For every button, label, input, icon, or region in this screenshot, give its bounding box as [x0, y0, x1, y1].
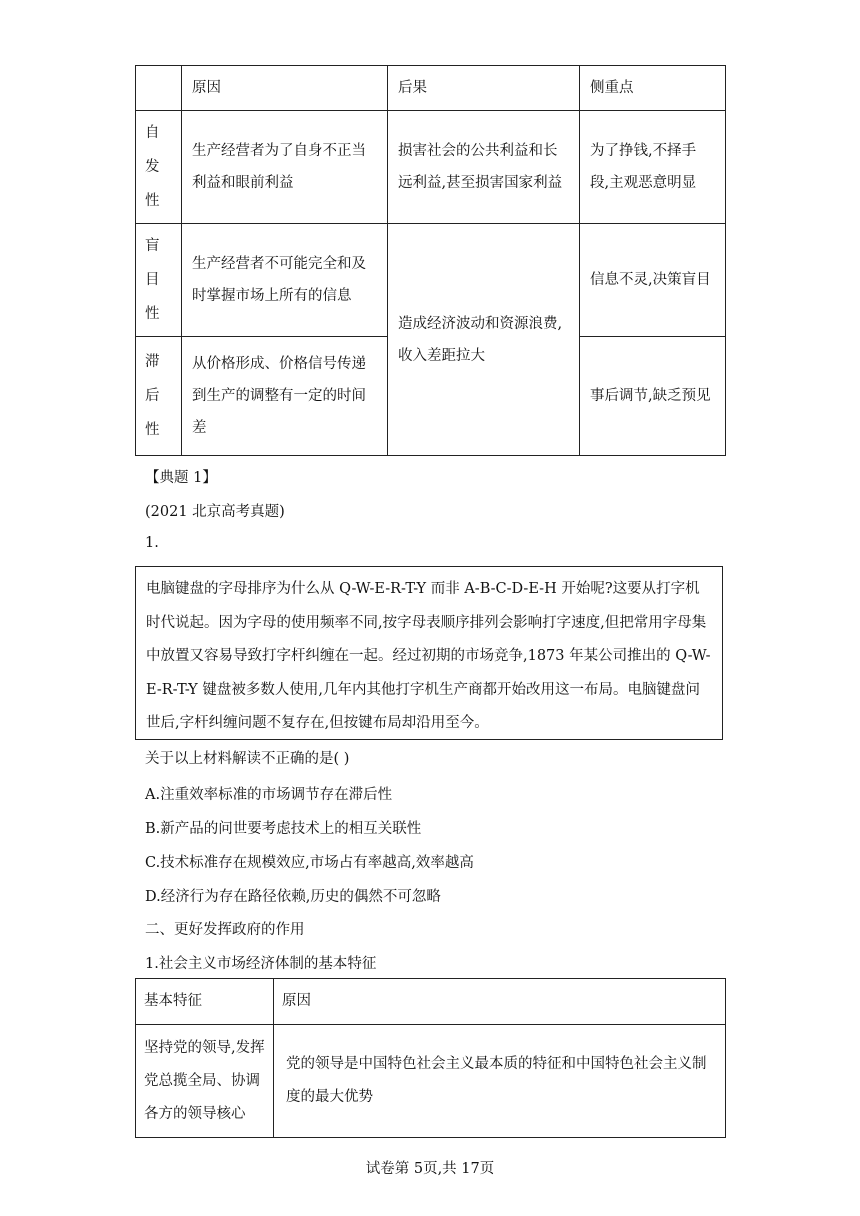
option-b: B.新产品的问世要考虑技术上的相互关联性	[145, 821, 422, 837]
question-stem: 关于以上材料解读不正确的是( )	[145, 751, 350, 767]
cell-effect-merged: 造成经济波动和资源浪费,收入差距拉大	[388, 224, 580, 456]
header-cell-cause: 原因	[182, 66, 388, 111]
table-header-row	[136, 979, 726, 1025]
table-header-row	[136, 66, 726, 111]
cell-cause: 从价格形成、价格信号传递到生产的调整有一定的时间差	[182, 337, 388, 456]
section-subheading: 1.社会主义市场经济体制的基本特征	[145, 956, 377, 972]
cell-effect: 损害社会的公共利益和长远利益,甚至损害国家利益	[388, 111, 580, 224]
header-cell-feature: 基本特征	[136, 979, 274, 1025]
cell-cause: 生产经营者为了自身不正当利益和眼前利益	[182, 111, 388, 224]
question-number: 1.	[145, 535, 159, 551]
cell-focus: 信息不灵,决策盲目	[580, 224, 726, 337]
row-label-spontaneity: 自 发 性	[136, 111, 182, 224]
cell-reason: 党的领导是中国特色社会主义最本质的特征和中国特色社会主义制度的最大优势	[274, 1025, 726, 1138]
section-heading: 二、更好发挥政府的作用	[145, 922, 305, 938]
header-cell-effect: 后果	[388, 66, 580, 111]
page-footer: 试卷第 5页,共 17页	[365, 1161, 495, 1177]
header-cell-focus: 侧重点	[580, 66, 726, 111]
header-cell-empty	[136, 66, 182, 111]
table-row	[136, 1025, 726, 1138]
row-label-lag: 滞 后 性	[136, 337, 182, 456]
cell-focus: 为了挣钱,不择手段,主观恶意明显	[580, 111, 726, 224]
example-source: (2021 北京高考真题)	[145, 504, 285, 520]
table-row	[136, 111, 726, 224]
row-label-blindness: 盲 目 性	[136, 224, 182, 337]
cell-focus: 事后调节,缺乏预见	[580, 337, 726, 456]
option-c: C.技术标准存在规模效应,市场占有率越高,效率越高	[145, 855, 474, 871]
market-defects-table	[135, 65, 726, 456]
cell-feature: 坚持党的领导,发挥党总揽全局、协调各方的领导核心	[136, 1025, 274, 1138]
header-cell-reason: 原因	[274, 979, 726, 1025]
cell-cause: 生产经营者不可能完全和及时掌握市场上所有的信息	[182, 224, 388, 337]
features-table	[135, 978, 726, 1138]
table-row	[136, 224, 726, 337]
example-tag: 【典题 1】	[145, 470, 217, 486]
option-d: D.经济行为存在路径依赖,历史的偶然不可忽略	[145, 889, 441, 905]
option-a: A.注重效率标准的市场调节存在滞后性	[145, 787, 393, 803]
material-box: 电脑键盘的字母排序为什么从 Q-W-E-R-T-Y 而非 A-B-C-D-E-H 开始呢?这要从打字机时代说起。因为字母的使用频率不同,按字母表顺序排列会影响打字速度,但把常用字母集中放置又容易导致打字杆纠缠在一起。经过初期的市场竞争,1873 年某公司推出的 Q-W-E-R-T-Y 键盘被多数人使用,几年内其他打字机生产商都开始改用这一布局。电脑键盘问世后,字杆纠缠问题不复存在,但按键布局却沿用至今。	[135, 566, 723, 740]
